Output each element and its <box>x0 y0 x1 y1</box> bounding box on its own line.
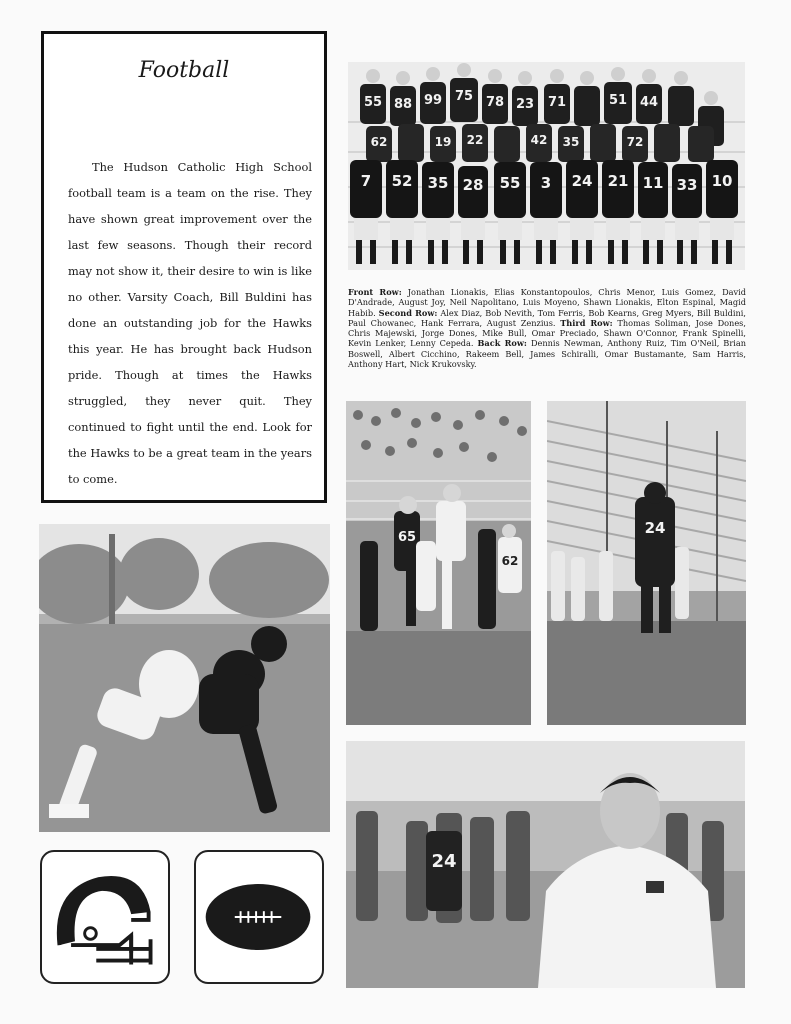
coach-photo <box>346 741 745 988</box>
page-title: Football <box>138 58 230 83</box>
jersey-number: 35 <box>427 174 449 192</box>
jersey-number: 33 <box>676 176 698 194</box>
helmet-tile <box>40 850 170 984</box>
jersey-number: 78 <box>485 95 505 110</box>
jersey-number: 62 <box>501 554 519 568</box>
jersey-number: 3 <box>540 174 552 192</box>
sideline-photo <box>547 401 746 725</box>
jersey-number: 75 <box>454 89 474 104</box>
caption-row-label: Third Row: <box>560 317 613 328</box>
jersey-number: 71 <box>547 95 567 110</box>
caption-row-label: Second Row: <box>378 307 438 318</box>
intro-box <box>41 31 327 503</box>
jersey-number: 62 <box>370 135 388 149</box>
jersey-number: 11 <box>642 174 664 192</box>
jersey-number: 28 <box>462 176 484 194</box>
jersey-number: 51 <box>608 93 628 108</box>
caption-row-names: Alex Diaz, Bob Nevith, Tom Ferris, Bob Kearns, Greg Myers, Bill Buldini, Paul Chowanec, Hank Ferrara, August Zenzius. <box>348 307 747 328</box>
jersey-number: 24 <box>571 172 593 190</box>
tackle-photo <box>39 524 330 832</box>
caption-row-label: Front Row: <box>348 287 402 297</box>
jersey-number: 65 <box>397 530 417 545</box>
jersey-number: 52 <box>391 172 413 190</box>
jersey-number: 24 <box>644 519 666 537</box>
jersey-number: 22 <box>466 133 484 147</box>
jersey-number: 24 <box>431 851 457 872</box>
team-photo <box>348 62 745 270</box>
jersey-number: 42 <box>530 133 548 147</box>
caption-row-names: Thomas Soliman, Jose Dones, Chris Majewski, Jorge Dones, Mike Bull, Omar Preciado, Shawn O'Connor, Frank Spinelli, Kevin Lenker, Lenny Cepeda. <box>348 317 746 349</box>
jersey-number: 55 <box>363 95 383 110</box>
game-action-photo <box>346 401 531 725</box>
jersey-number: 35 <box>562 135 580 149</box>
jersey-number: 88 <box>393 97 413 112</box>
jersey-number: 10 <box>711 172 733 190</box>
football-helmet-icon <box>42 852 168 982</box>
intro-paragraph: The Hudson Catholic High School football team is a team on the rise. They have shown great improvement over the last few seasons. Though their record may not show it, their desire to win is like no other. Varsity Coach, Bill Buldini has done an outstanding job for the Hawks this year. He has brought back Hudson pride. Though at times the Hawks struggled, they never quit. They continued to fight until the end. Look for the Hawks to be a great team in the years to come. <box>68 160 312 486</box>
team-photo-caption <box>348 287 746 369</box>
caption-row-label: Back Row: <box>477 338 527 349</box>
caption-row-names: Dennis Newman, Anthony Ruiz, Tim O'Neil, Brian Boswell, Albert Cicchino, Rakeem Bell, James Schiralli, Omar Bustamante, Sam Harris, Anthony Hart, Nick Krukovsky. <box>348 338 747 370</box>
jersey-number: 44 <box>639 95 659 110</box>
football-ball-icon <box>196 852 322 982</box>
jersey-number: 19 <box>434 135 452 149</box>
football-tile <box>194 850 324 984</box>
jersey-number: 23 <box>515 97 535 112</box>
jersey-number: 72 <box>626 135 644 149</box>
jersey-number: 99 <box>423 93 443 108</box>
jersey-number: 21 <box>607 172 629 190</box>
jersey-number: 55 <box>499 174 521 192</box>
caption-row-names: Jonathan Lionakis, Elias Konstantopoulos, Chris Menor, Luis Gomez, David D'Andrade, August Joy, Neil Napolitano, Luis Moyeno, Shawn Lionakis, Elton Espinal, Magid Habib. <box>348 287 746 318</box>
jersey-number: 7 <box>360 172 372 190</box>
